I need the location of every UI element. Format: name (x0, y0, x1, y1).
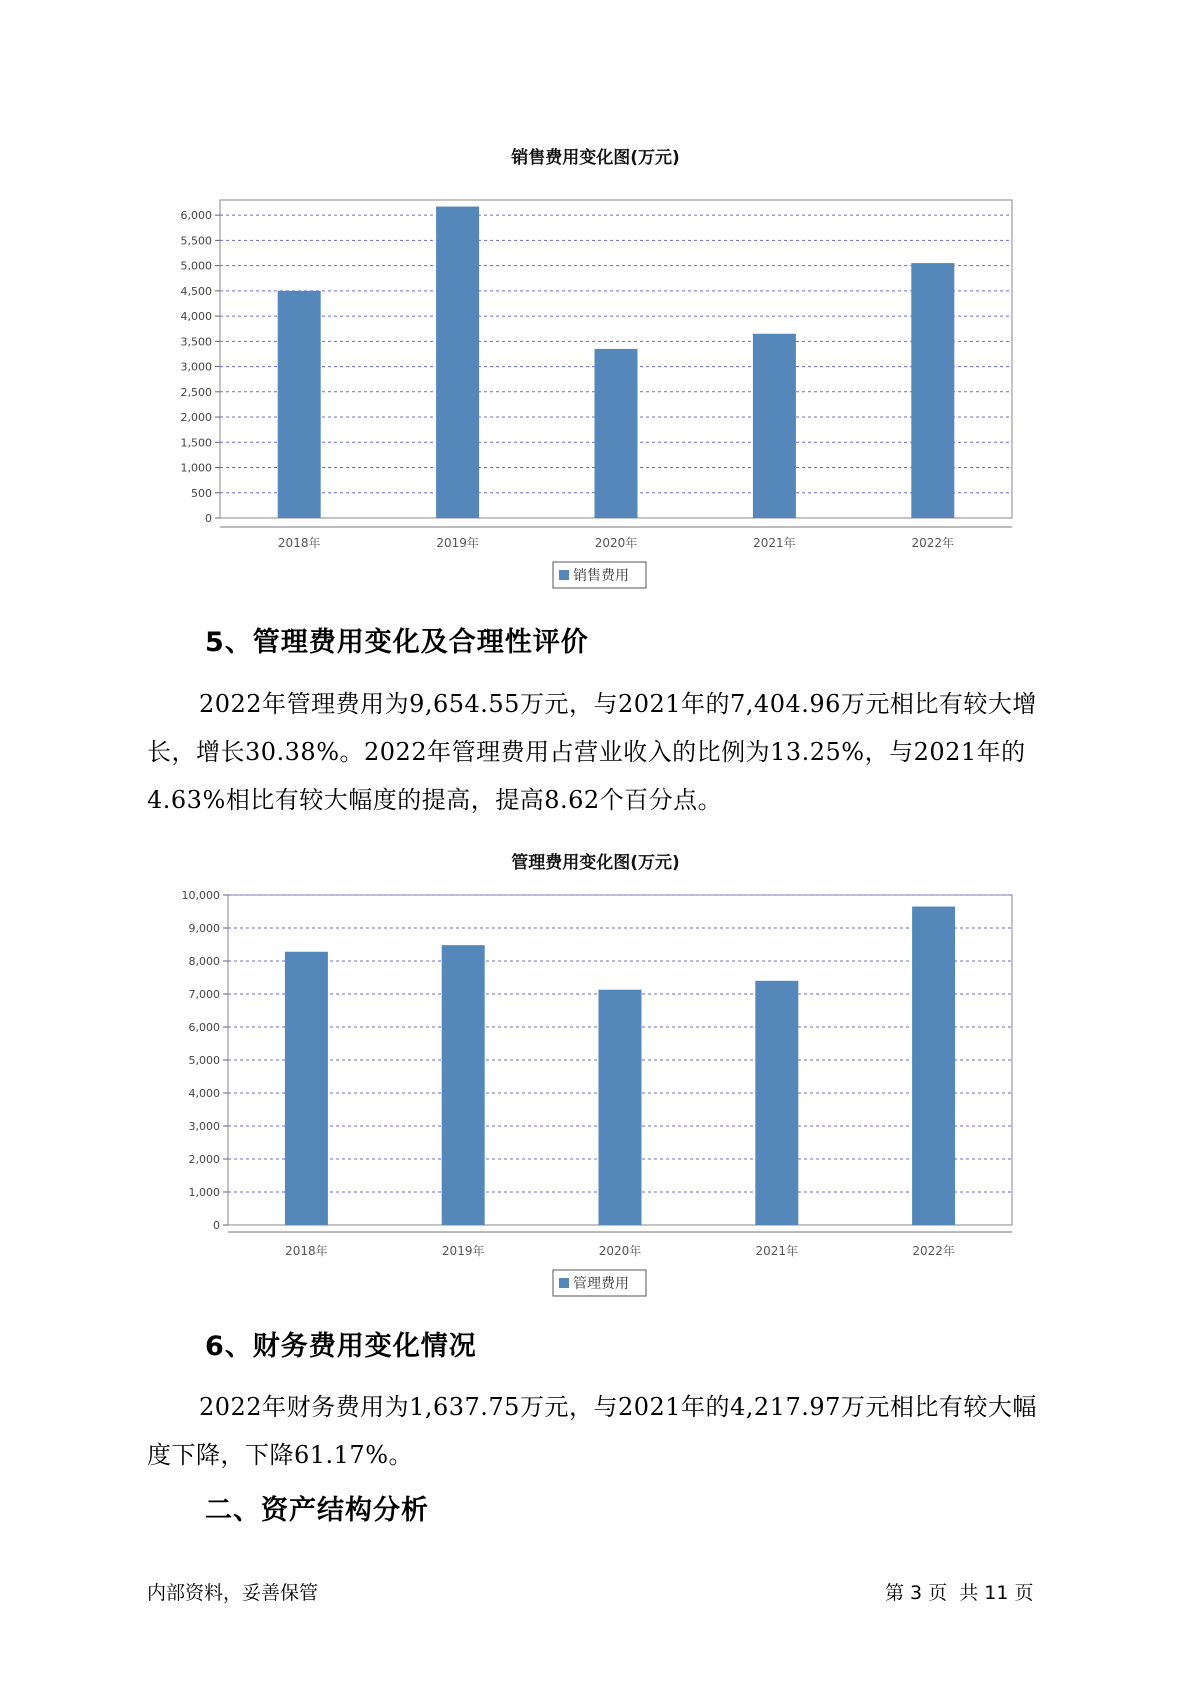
section-6-text: 2022年财务费用为1,637.75万元，与2021年的4,217.97万元相比有较大幅度下降，下降61.17%。 (147, 1393, 1037, 1469)
y-tick-label: 5,000 (188, 1054, 220, 1067)
x-tick-label: 2020年 (594, 536, 638, 550)
y-tick-label: 3,500 (180, 335, 212, 349)
sales-expense-chart-title: 销售费用变化图(万元) (511, 148, 680, 168)
x-tick-label: 2020年 (598, 1244, 642, 1258)
bar (911, 263, 954, 518)
legend-swatch (559, 570, 569, 580)
x-tick-label: 2019年 (436, 536, 479, 550)
bar (755, 981, 798, 1225)
section-6-heading: 6、财务费用变化情况 (205, 1331, 477, 1362)
y-tick-label: 6,000 (188, 1021, 220, 1034)
bar (912, 907, 955, 1225)
footer-confidential-note: 内部资料，妥善保管 (147, 1582, 319, 1604)
section-5-heading: 5、管理费用变化及合理性评价 (205, 627, 589, 658)
y-tick-label: 0 (205, 512, 212, 525)
footer-page-number: 第 3 页 共 11 页 (885, 1582, 1034, 1604)
x-tick-label: 2021年 (753, 536, 796, 550)
x-tick-label: 2018年 (285, 1244, 328, 1258)
bar (599, 990, 642, 1225)
bar (595, 349, 638, 518)
y-tick-label: 6,000 (180, 209, 212, 223)
part-2-heading: 二、资产结构分析 (205, 1495, 429, 1526)
y-tick-label: 10,000 (181, 889, 220, 902)
x-tick-label: 2022年 (911, 536, 955, 550)
x-tick-label: 2019年 (441, 1244, 485, 1258)
bar (278, 291, 321, 518)
y-tick-label: 7,000 (188, 988, 220, 1001)
y-tick-label: 4,000 (180, 310, 212, 324)
x-tick-label: 2022年 (912, 1244, 955, 1258)
legend-label: 销售费用 (573, 568, 629, 584)
y-tick-label: 1,500 (180, 436, 212, 450)
y-tick-label: 2,000 (180, 411, 212, 425)
y-tick-label: 4,000 (188, 1087, 220, 1100)
sales-expense-chart (0, 160, 1191, 600)
y-tick-label: 3,000 (180, 360, 212, 374)
y-tick-label: 1,000 (180, 461, 212, 475)
admin-expense-chart (0, 870, 1191, 1310)
y-tick-label: 5,500 (180, 234, 212, 248)
y-tick-label: 2,000 (188, 1153, 220, 1166)
y-tick-label: 4,500 (180, 284, 212, 298)
admin-expense-chart-title: 管理费用变化图(万元) (511, 853, 680, 873)
y-tick-label: 0 (213, 1219, 220, 1232)
y-tick-label: 500 (191, 486, 212, 500)
section-6-paragraph (147, 1383, 1052, 1479)
y-tick-label: 9,000 (188, 922, 220, 935)
y-tick-label: 8,000 (188, 955, 220, 968)
bar (753, 334, 796, 518)
bar (285, 952, 328, 1225)
legend-swatch (559, 1278, 569, 1288)
section-5-paragraph (147, 680, 1052, 824)
bar (436, 207, 479, 518)
y-tick-label: 5,000 (180, 259, 212, 273)
legend-label: 管理费用 (573, 1276, 629, 1292)
x-tick-label: 2018年 (277, 536, 321, 550)
bar (442, 945, 485, 1225)
y-tick-label: 3,000 (188, 1120, 220, 1133)
section-5-text: 2022年管理费用为9,654.55万元，与2021年的7,404.96万元相比有较大增长，增长30.38%。2022年管理费用占营业收入的比例为13.25%，与2021年的4.63%相比有较大幅度的提高，提高8.62个百分点。 (147, 690, 1037, 814)
x-tick-label: 2021年 (755, 1244, 799, 1258)
y-tick-label: 1,000 (188, 1186, 220, 1199)
y-tick-label: 2,500 (180, 385, 212, 399)
